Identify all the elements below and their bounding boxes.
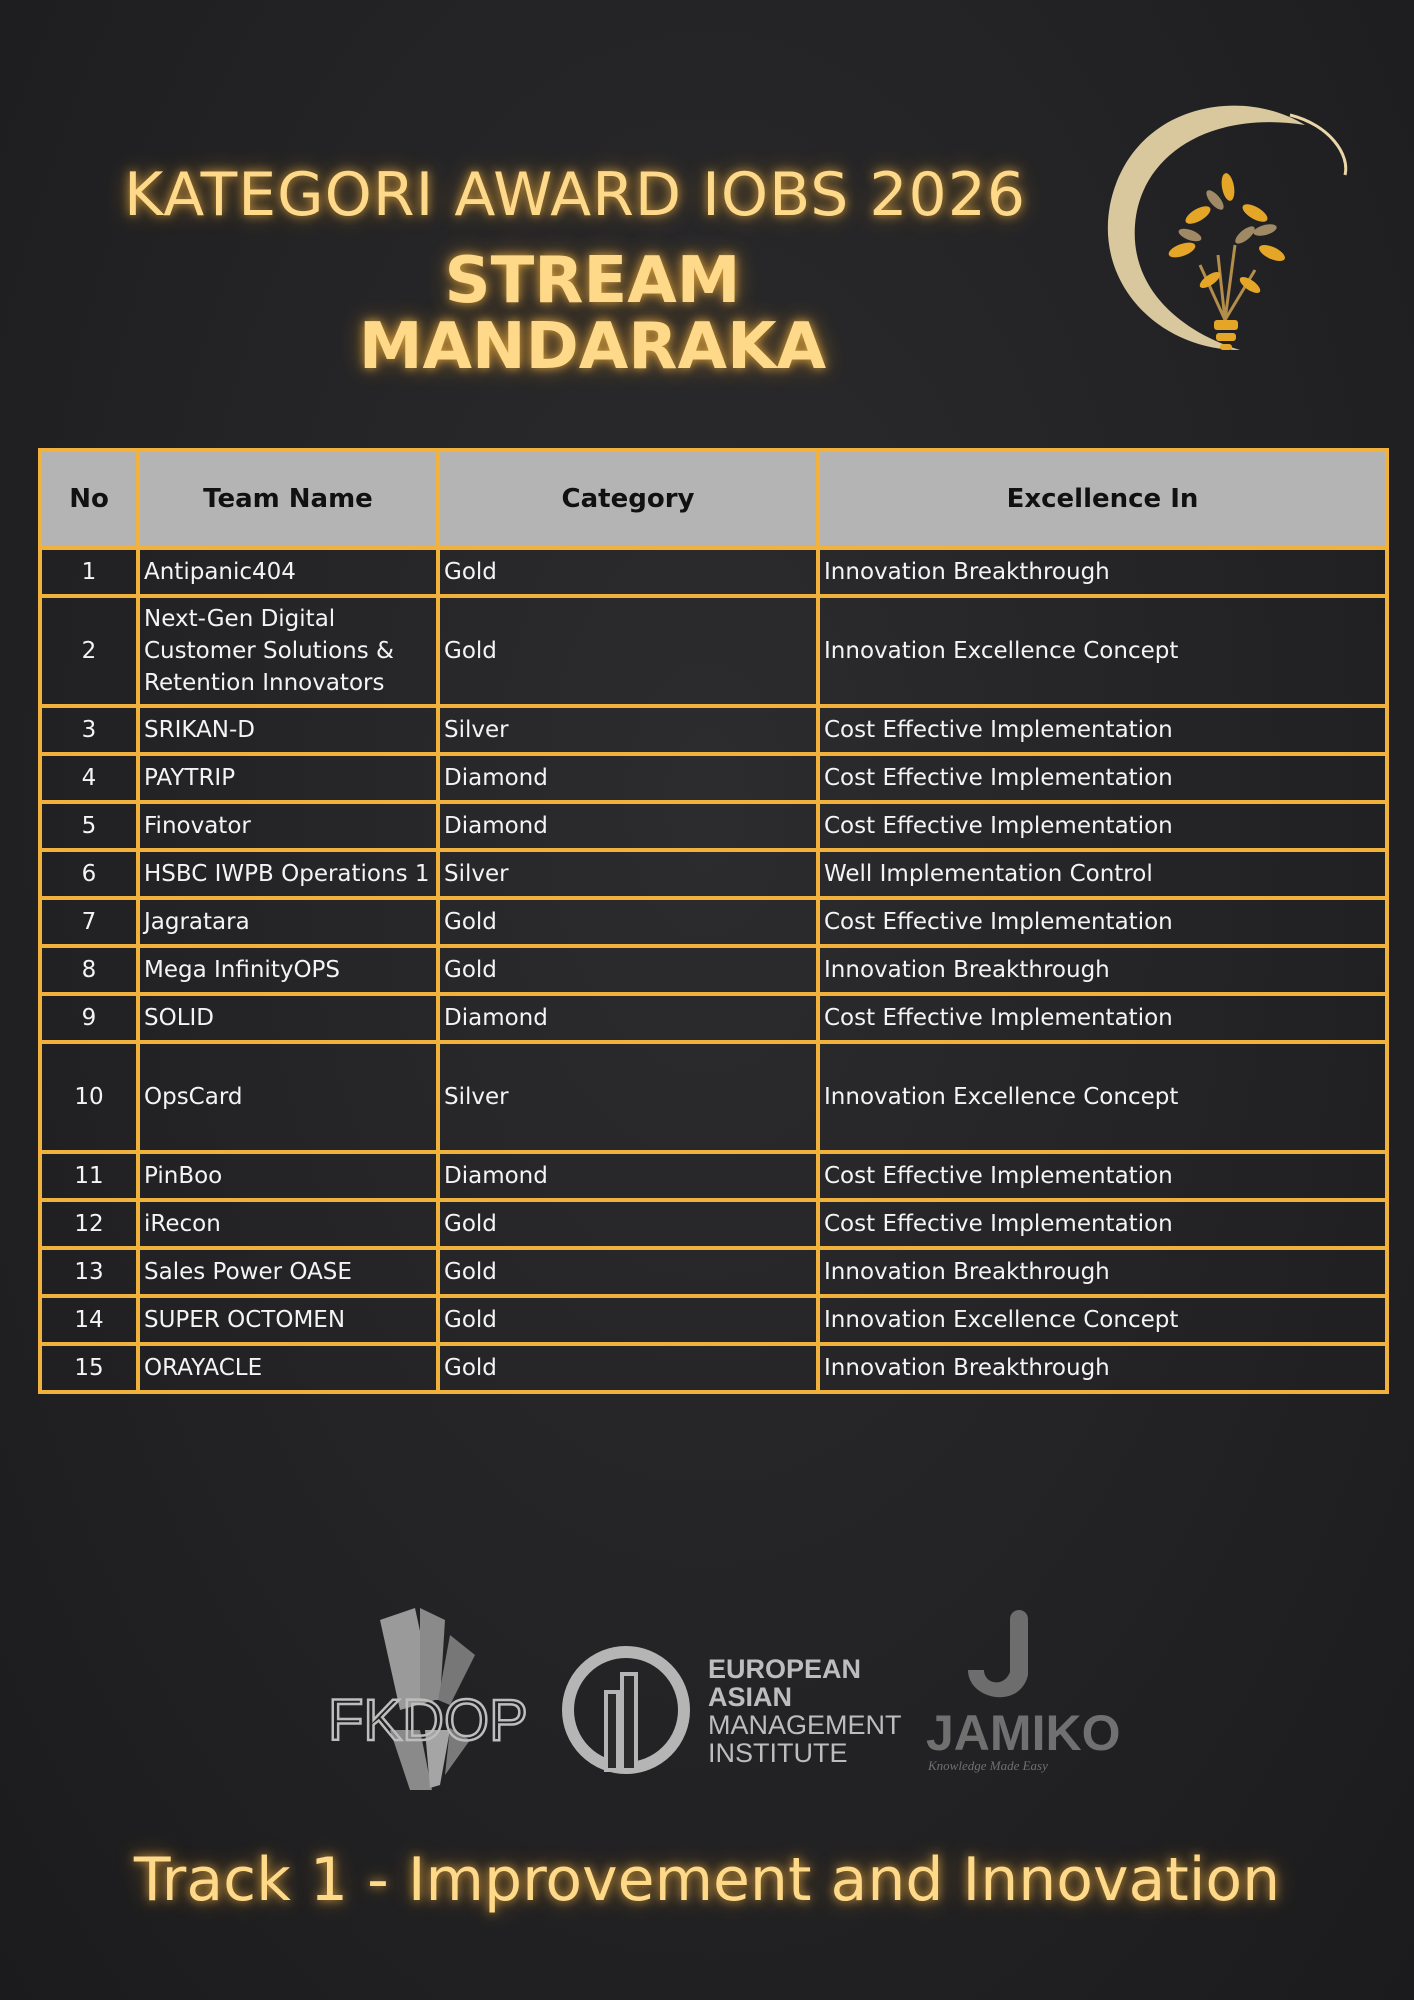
table-row	[40, 946, 1387, 994]
team-name: SRIKAN-D	[138, 706, 438, 754]
excellence-in: Cost Effective Implementation	[818, 802, 1387, 850]
category: Silver	[438, 1042, 818, 1152]
column-header-category: Category	[438, 450, 818, 548]
column-header-no: No	[40, 450, 138, 548]
row-number: 2	[40, 596, 138, 706]
team-name: Finovator	[138, 802, 438, 850]
category: Diamond	[438, 802, 818, 850]
eami-line4: INSTITUTE	[708, 1738, 848, 1768]
eami-line3: MANAGEMENT	[708, 1710, 902, 1740]
column-header-excellence-in: Excellence In	[818, 450, 1387, 548]
table-row	[40, 850, 1387, 898]
row-number: 4	[40, 754, 138, 802]
category: Gold	[438, 898, 818, 946]
team-name: Next-Gen Digital Customer Solutions & Retention Innovators	[138, 596, 438, 706]
row-number: 12	[40, 1200, 138, 1248]
category: Gold	[438, 1344, 818, 1392]
category: Diamond	[438, 754, 818, 802]
team-name: ORAYACLE	[138, 1344, 438, 1392]
category: Gold	[438, 548, 818, 596]
table-row	[40, 898, 1387, 946]
table-row	[40, 706, 1387, 754]
excellence-in: Well Implementation Control	[818, 850, 1387, 898]
tree-bulb-logo-icon	[1090, 95, 1350, 365]
team-name: OpsCard	[138, 1042, 438, 1152]
category: Diamond	[438, 1152, 818, 1200]
category: Silver	[438, 706, 818, 754]
excellence-in: Innovation Breakthrough	[818, 1248, 1387, 1296]
table-row	[40, 994, 1387, 1042]
team-name: Mega InfinityOPS	[138, 946, 438, 994]
row-number: 8	[40, 946, 138, 994]
category: Gold	[438, 1296, 818, 1344]
category: Diamond	[438, 994, 818, 1042]
row-number: 13	[40, 1248, 138, 1296]
row-number: 15	[40, 1344, 138, 1392]
fkdop-logo-icon	[328, 1608, 528, 1790]
table-row	[40, 754, 1387, 802]
table-row	[40, 1042, 1387, 1152]
team-name: PinBoo	[138, 1152, 438, 1200]
row-number: 9	[40, 994, 138, 1042]
jamiko-logo-icon	[926, 1610, 1120, 1773]
category: Gold	[438, 1200, 818, 1248]
fkdop-logo-text: FKDOP	[328, 1688, 528, 1753]
team-name: Sales Power OASE	[138, 1248, 438, 1296]
row-number: 14	[40, 1296, 138, 1344]
award-table	[38, 448, 1389, 1394]
table-row	[40, 1344, 1387, 1392]
team-name: Jagratara	[138, 898, 438, 946]
jamiko-tagline: Knowledge Made Easy	[928, 1758, 1048, 1773]
eami-line1: EUROPEAN	[708, 1654, 862, 1684]
row-number: 10	[40, 1042, 138, 1152]
row-number: 1	[40, 548, 138, 596]
team-name: SUPER OCTOMEN	[138, 1296, 438, 1344]
team-name: HSBC IWPB Operations 1	[138, 850, 438, 898]
excellence-in: Innovation Excellence Concept	[818, 1296, 1387, 1344]
excellence-in: Innovation Excellence Concept	[818, 596, 1387, 706]
award-title: KATEGORI AWARD IOBS 2026	[123, 160, 1027, 230]
team-name: PAYTRIP	[138, 754, 438, 802]
category: Gold	[438, 1248, 818, 1296]
table-row	[40, 1248, 1387, 1296]
excellence-in: Innovation Excellence Concept	[818, 1042, 1387, 1152]
sponsor-logos	[320, 1600, 1121, 1800]
excellence-in: Cost Effective Implementation	[818, 1152, 1387, 1200]
excellence-in: Innovation Breakthrough	[818, 946, 1387, 994]
row-number: 11	[40, 1152, 138, 1200]
excellence-in: Cost Effective Implementation	[818, 754, 1387, 802]
excellence-in: Cost Effective Implementation	[818, 1200, 1387, 1248]
excellence-in: Cost Effective Implementation	[818, 994, 1387, 1042]
table-header-row	[40, 450, 1387, 548]
excellence-in: Cost Effective Implementation	[818, 898, 1387, 946]
stream-title-line2: MANDARAKA	[358, 310, 827, 384]
table-row	[40, 1296, 1387, 1344]
column-header-team-name: Team Name	[138, 450, 438, 548]
table-row	[40, 1152, 1387, 1200]
team-name: SOLID	[138, 994, 438, 1042]
category: Gold	[438, 946, 818, 994]
table-row	[40, 596, 1387, 706]
category: Gold	[438, 596, 818, 706]
row-number: 7	[40, 898, 138, 946]
eami-line2: ASIAN	[708, 1682, 793, 1712]
jamiko-logo-text: JAMIKO	[926, 1705, 1121, 1761]
row-number: 5	[40, 802, 138, 850]
row-number: 3	[40, 706, 138, 754]
excellence-in: Cost Effective Implementation	[818, 706, 1387, 754]
stream-title	[300, 244, 885, 384]
stream-title-line1: STREAM	[444, 244, 741, 318]
excellence-in: Innovation Breakthrough	[818, 1344, 1387, 1392]
table-row	[40, 1200, 1387, 1248]
track-title: Track 1 - Improvement and Innovation	[133, 1845, 1281, 1915]
team-name: Antipanic404	[138, 548, 438, 596]
team-name: iRecon	[138, 1200, 438, 1248]
eami-logo-icon	[568, 1652, 902, 1770]
excellence-in: Innovation Breakthrough	[818, 548, 1387, 596]
category: Silver	[438, 850, 818, 898]
table-row	[40, 548, 1387, 596]
row-number: 6	[40, 850, 138, 898]
table-row	[40, 802, 1387, 850]
